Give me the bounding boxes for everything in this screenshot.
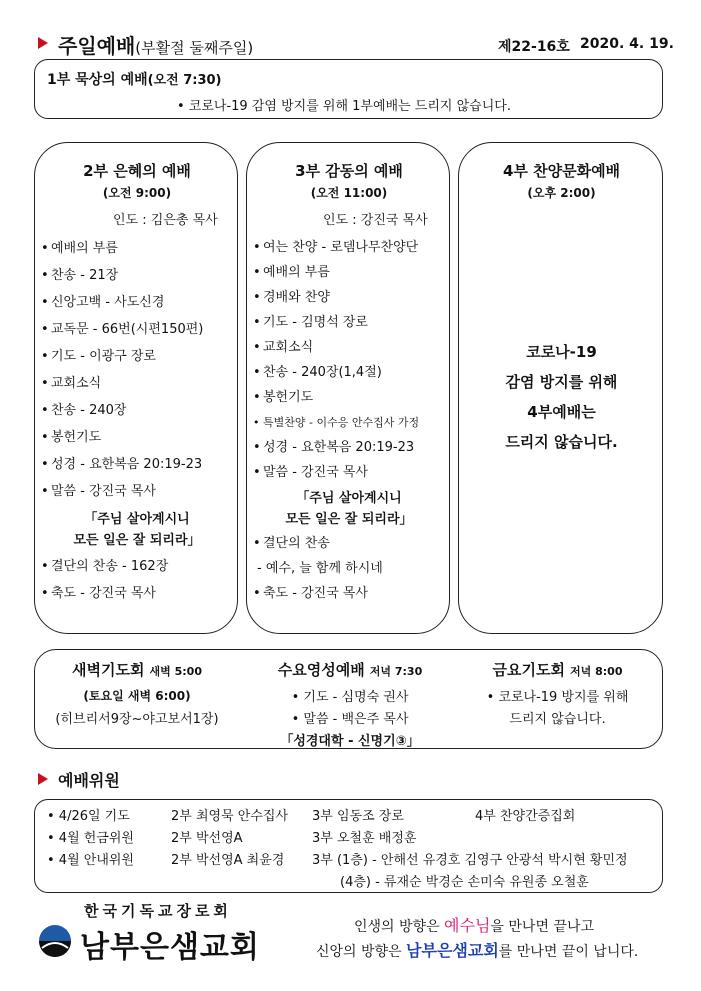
service2-time: (오전 9:00)	[102, 186, 172, 200]
list-item: • 성경 - 요한복음 20:19-23	[253, 440, 415, 455]
friday-prayer	[455, 659, 660, 727]
service2-closing-list	[41, 553, 168, 607]
list-item: • 찬송 - 21장	[41, 268, 119, 283]
page-title: 주일예배(부활절 둘째주일)	[58, 34, 254, 58]
list-item: • 예배의 부름	[253, 265, 330, 280]
list-item: • 특별찬양 - 이수응 안수집사 가정	[253, 416, 420, 429]
service4-box	[458, 142, 663, 634]
service3-title: 3부 감동의 예배	[295, 162, 403, 180]
list-item: • 기도 - 김명석 장로	[253, 315, 368, 330]
list-item: • 봉헌기도	[41, 430, 102, 445]
committee-heading: 예배위원	[58, 771, 120, 790]
service1-notice: • 코로나-19 감염 방지를 위해 1부예배는 드리지 않습니다.	[177, 99, 511, 114]
list-item: • 봉헌기도	[253, 390, 314, 405]
service3-box	[246, 142, 450, 634]
wed-time: 저녁 7:30	[369, 665, 423, 678]
list-item: • 축도 - 강진국 목사	[41, 586, 156, 601]
list-item: • 여는 찬양 - 로뎀나무찬양단	[253, 240, 419, 255]
fri-time: 저녁 8:00	[570, 665, 623, 678]
list-item: • 결단의 찬송	[253, 536, 330, 551]
service2-sermon-title: 「주님 살아계시니 모든 일은 잘 되리라」	[73, 512, 201, 548]
wednesday-service	[245, 659, 455, 749]
church-name: 남부은샘교회	[80, 930, 260, 965]
list-item: • 교독문 - 66번(시편150편)	[41, 322, 204, 337]
list-item: • 말씀 - 강진국 목사	[41, 484, 156, 499]
list-item: • 찬송 - 240장(1,4절)	[253, 365, 382, 380]
service1-title: 1부 묵상의 예배(오전 7:30)	[47, 72, 222, 88]
service4-notice: 코로나-19 감염 방지를 위해 4부예배는 드리지 않습니다.	[505, 343, 618, 451]
service3-sermon-title: 「주님 살아계시니 모든 일은 잘 되리라」	[285, 491, 413, 527]
service3-time: (오전 11:00)	[310, 186, 388, 200]
motto-line-1: 인생의 방향은 예수님을 만나면 끝나고	[354, 916, 594, 935]
wed-note: 「성경대학 - 신명기③」	[280, 734, 420, 749]
service2-title: 2부 은혜의 예배	[83, 162, 191, 180]
dawn-sub: (토요일 새벽 6:00)	[83, 689, 191, 703]
service3-leader: 인도 : 강진국 목사	[323, 213, 428, 228]
list-item: • 축도 - 강진국 목사	[253, 586, 368, 601]
dawn-time: 새벽 5:00	[149, 665, 202, 678]
list-item: • 신앙고백 - 사도신경	[41, 295, 165, 310]
service3-order-list	[253, 235, 419, 485]
service2-box	[34, 142, 238, 634]
list-item: • 성경 - 요한복음 20:19-23	[41, 457, 203, 472]
wed-item: • 기도 - 심명숙 권사	[291, 690, 409, 705]
list-item: • 말씀 - 강진국 목사	[253, 465, 368, 480]
wed-title: 수요영성예배	[277, 661, 365, 679]
service2-order-list	[41, 235, 203, 505]
header-arrow-icon	[38, 37, 48, 49]
issue-date: 2020. 4. 19.	[580, 36, 674, 52]
fri-title: 금요기도회	[492, 661, 565, 679]
list-item: • 찬송 - 240장	[41, 403, 127, 418]
fri-text: • 코로나-19 방지를 위해	[486, 690, 629, 705]
service2-leader: 인도 : 김은총 목사	[113, 213, 218, 228]
service4-title: 4부 찬양문화예배	[502, 162, 621, 180]
committee-arrow-icon	[38, 773, 48, 785]
list-item: • 예배의 부름	[41, 241, 118, 256]
list-item: • 결단의 찬송 - 162장	[41, 559, 169, 574]
dawn-prayer	[35, 659, 239, 727]
list-item: - 예수, 늘 함께 하시네	[257, 561, 383, 576]
committee-box: • 4/26일 기도 2부 최영묵 안수집사 3부 임동조 장로 4부 찬양간증집회 • 4월 헌금위원 2부 박선영A 3부 오철훈 배정훈 • 4월 안내위원 2부 박선영A 최윤경 3부 (1층) - 안해선 유경호 김영구 안광석 박시현 황민정 (4층) - 류재순 박경순 손미숙 유원종 오철훈	[34, 799, 663, 893]
denomination-name: 한국기독교장로회	[84, 902, 232, 920]
fri-text: 드리지 않습니다.	[509, 712, 606, 727]
list-item: • 교회소식	[41, 376, 102, 391]
wed-item: • 말씀 - 백은주 목사	[291, 712, 409, 727]
page-subtitle: (부활절 둘째주일)	[135, 39, 254, 57]
list-item: • 경배와 찬양	[253, 290, 330, 305]
service1-box	[34, 59, 663, 119]
service4-time: (오후 2:00)	[527, 186, 596, 200]
motto-line-2: 신앙의 방향은 남부은샘교회를 만나면 끝이 납니다.	[316, 941, 639, 960]
service3-closing-list	[253, 531, 383, 606]
dawn-text: (히브리서9장~야고보서1장)	[55, 712, 219, 727]
issue-number: 제22-16호	[498, 39, 570, 55]
dawn-title: 새벽기도회	[72, 661, 145, 679]
list-item: • 교회소식	[253, 340, 314, 355]
church-logo-icon	[38, 924, 72, 958]
weekday-box	[34, 649, 663, 749]
list-item: • 기도 - 이광구 장로	[41, 349, 156, 364]
